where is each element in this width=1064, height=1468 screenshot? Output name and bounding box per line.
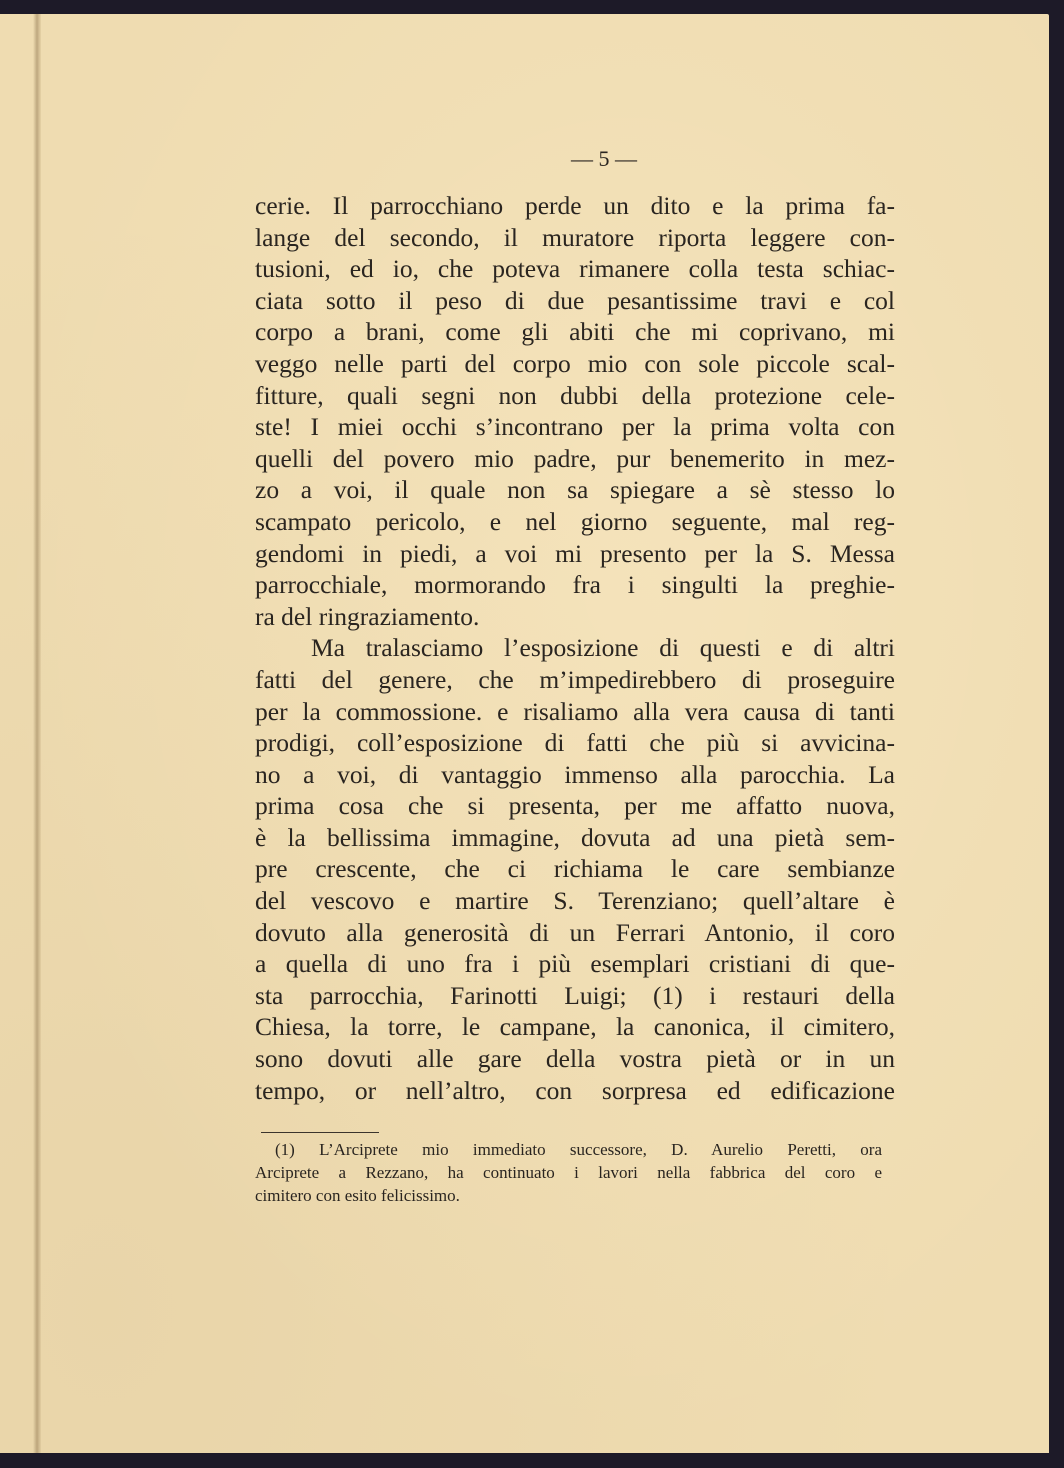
text-line: zo a voi, il quale non sa spiegare a sè stesso lo [255,475,895,505]
footnote-separator [261,1132,379,1133]
text-line: sono dovuti alle gare della vostra pietà or in un [255,1044,895,1074]
text-line: tusioni, ed io, che poteva rimanere colla testa schiac- [255,254,895,284]
footnote-line: (1) L’Arciprete mio immediato successore, D. Aurelio Peretti, ora [275,1140,882,1159]
text-line: gendomi in piedi, a voi mi presento per la S. Messa [255,538,895,568]
page-number: — 5 — [571,146,637,171]
text-line: cerie. Il parrocchiano perde un dito e la prima fa- [255,191,895,220]
text-line: no a voi, di vantaggio immenso alla parocchia. La [255,759,895,789]
text-line: Chiesa, la torre, le campane, la canonica, il cimitero, [255,1012,895,1042]
paragraph-start-line: Ma tralasciamo l’esposizione di questi e di altri [311,633,895,663]
text-line: prodigi, coll’esposizione di fatti che più si avvicina- [255,728,895,758]
text-line: è la bellissima immagine, dovuta ad una pietà sem- [255,822,895,852]
text-line: lange del secondo, il muratore riporta leggere con- [255,222,895,252]
text-line: pre crescente, che ci richiama le care sembianze [255,854,895,884]
footnote-line: cimitero con esito felicissimo. [255,1186,460,1205]
body-text [255,190,895,1106]
text-line: ra del ringraziamento. [255,601,480,631]
text-line: fatti del genere, che m’impedirebbero di proseguire [255,664,895,694]
page-fold-shadow [33,14,41,1453]
footnote-line: Arciprete a Rezzano, ha continuato i lavori nella fabbrica del coro e [255,1163,882,1182]
text-line: a quella di uno fra i più esemplari cristiani di que- [255,949,895,979]
text-line: parrocchiale, mormorando fra i singulti la preghie- [255,570,895,600]
text-line: tempo, or nell’altro, con sorpresa ed edificazione [255,1075,895,1105]
text-line: dovuto alla generosità di un Ferrari Antonio, il coro [255,917,895,947]
text-line: ste! I miei occhi s’incontrano per la prima volta con [255,412,895,442]
text-line: fitture, quali segni non dubbi della protezione cele- [255,380,895,410]
text-line: corpo a brani, come gli abiti che mi coprivano, mi [255,317,895,347]
text-line: ciata sotto il peso di due pesantissime travi e col [255,285,895,315]
text-line: quelli del povero mio padre, pur benemerito in mez- [255,443,895,473]
text-line: del vescovo e martire S. Terenziano; quell’altare è [255,886,895,916]
text-line: veggo nelle parti del corpo mio con sole piccole scal- [255,348,895,378]
text-line: per la commossione. e risaliamo alla vera causa di tanti [255,696,895,726]
footnotes [255,1138,882,1207]
text-line: scampato pericolo, e nel giorno seguente, mal reg- [255,506,895,536]
text-line: sta parrocchia, Farinotti Luigi; (1) i restauri della [255,980,895,1010]
text-line: prima cosa che si presenta, per me affatto nuova, [255,791,895,821]
